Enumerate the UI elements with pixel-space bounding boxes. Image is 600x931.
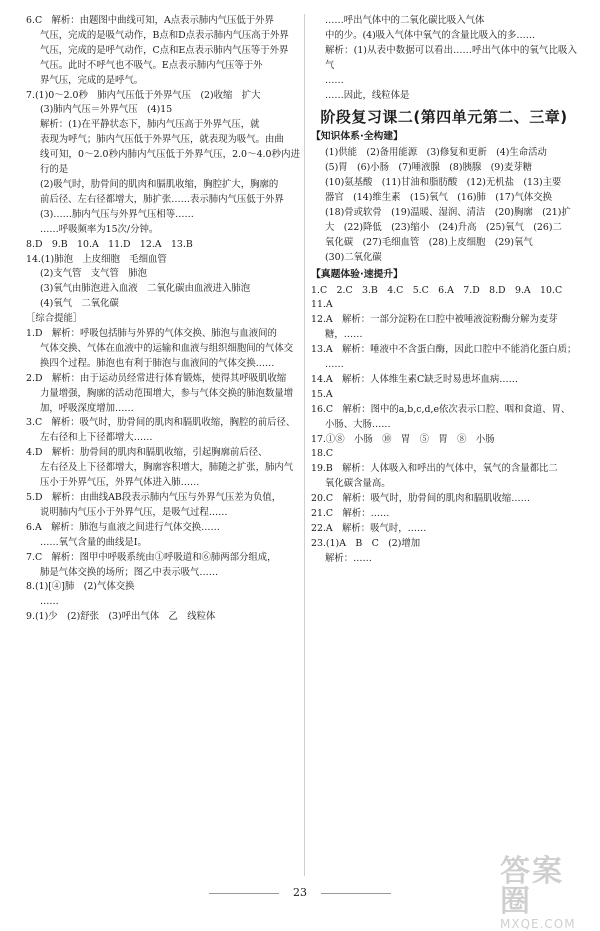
- continued-answer: [311, 14, 577, 103]
- text-line: 表现为呼气；肺内气压低于外界气压，就表现为吸气。由曲: [40, 134, 284, 146]
- answer-line: 1.C 2.C 3.B 4.C 5.C 6.A 7.D 8.D 9.A 10.C: [311, 284, 563, 296]
- watermark-logo: [500, 854, 592, 931]
- text-line: (3)氧气由肺泡进入血液 二氧化碳由血液进入肺泡: [40, 283, 251, 295]
- text-line: ……呼吸频率为15次/分钟。: [40, 223, 159, 235]
- text-line: 换四个过程。肺泡也有利于肺泡与血液间的气体交换……: [40, 357, 275, 369]
- text-line: 线可知，0～2.0秒内肺内气压低于外界气压，2.0～4.0秒内进行的是: [40, 149, 300, 176]
- answer-line: ……: [325, 359, 344, 371]
- text-line: 压小于外界气压，外界气体进入肺……: [40, 477, 200, 489]
- answer-line: 18.C: [311, 448, 334, 460]
- text-line: 7.(1)0～2.0秒 肺内气压低于外界气压 (2)收缩 扩大: [26, 89, 261, 101]
- text-line: 解析：(1)在平静状态下，肺内气压高于外界气压，就: [40, 119, 260, 131]
- answer-line: 小肠、大肠……: [325, 418, 391, 430]
- text-line: 气压，完成的是吸气动作，B点和D点表示肺内气压高于外界: [40, 29, 289, 41]
- text-line: 前后径、左右径都增大，肺扩张……表示肺内气压低于外界: [40, 193, 284, 205]
- text-line: 左右径和上下径都增大……: [40, 432, 153, 444]
- text-line: 说明肺内气压小于外界气压，是吸气过程……: [40, 506, 228, 518]
- page-rule-right: [321, 893, 391, 894]
- right-column: [311, 14, 577, 567]
- answer-line: 13.A 解析：唾液中不含蛋白酶，因此口腔中不能消化蛋白质；: [311, 344, 577, 356]
- system-line: (30)二氧化碳: [325, 251, 382, 263]
- text-line: ……: [40, 596, 59, 608]
- text-line: (3)肺内气压＝外界气压 (4)15: [40, 104, 173, 116]
- answer-line: 11.A: [311, 299, 333, 311]
- answer-line: 21.C 解析：……: [311, 508, 390, 520]
- answer-line: 22.A 解析：吸气时，……: [311, 523, 427, 534]
- answer-line: 糖，……: [325, 329, 363, 341]
- text-line: 气压，完成的是呼气动作，C点和E点表示肺内气压等于外界: [40, 44, 289, 56]
- text-line: 3.C 解析：吸气时，肋骨间的肌肉和膈肌收缩，胸腔的前后径、: [26, 417, 296, 429]
- text-line: ……氧气含量的曲线是Ⅰ。: [40, 536, 147, 548]
- text-line: ……呼出气体中的二氧化碳比吸入气体: [325, 15, 485, 26]
- text-line: 2.D 解析：由于运动员经常进行体育锻炼，使得其呼吸肌收缩: [26, 372, 287, 384]
- practice-header: 【真题体验·速提升】: [311, 268, 403, 280]
- answer-line: 17.①⑧ 小肠 ⑩ 胃 ⑤ 胃 ⑧ 小肠: [311, 433, 495, 445]
- knowledge-system-header: 【知识体系·全构建】: [311, 131, 403, 143]
- text-line: 6.A 解析：肺泡与血液之间进行气体交换……: [26, 521, 220, 533]
- text-line: ……因此，线粒体是: [325, 89, 410, 101]
- text-line: 14.(1)肺泡 上皮细胞 毛细血管: [26, 253, 167, 265]
- text-line: (2)支气管 支气管 肺泡: [40, 268, 148, 280]
- answer-line: 19.B 解析：人体吸入和呼出的气体中，氧气的含量都比二: [311, 463, 558, 475]
- text-line: 4.D 解析：肋骨间的肌肉和膈肌收缩，引起胸廓前后径、: [26, 447, 268, 459]
- text-line: 界气压，完成的是呼气。: [40, 74, 144, 86]
- knowledge-system-list: [311, 146, 577, 265]
- watermark-url: MXQE.COM: [500, 917, 576, 931]
- answer-line: 23.(1)A B C (2)增加: [311, 537, 421, 549]
- answer-line: 16.C 解析：图中的a,b,c,d,e依次表示口腔、咽和食道、胃、: [311, 403, 571, 415]
- text-line: 左右径及上下径都增大，胸廓容积增大，肺随之扩张，肺内气: [40, 462, 294, 474]
- text-line: 气体交换、气体在血液中的运输和血液与组织细胞间的气体交: [40, 342, 294, 354]
- left-column: [26, 14, 300, 625]
- text-line: 力量增强，胸廓的活动范围增大，参与气体交换的肺泡数量增: [40, 387, 294, 399]
- system-line: (10)氨基酸 (11)甘油和脂肪酸 (12)无机盐 (13)主要: [325, 177, 562, 189]
- text-line: (2)吸气时，肋骨间的肌肉和膈肌收缩，胸腔扩大，胸廓的: [40, 178, 279, 190]
- text-line: ［综合提能］: [26, 313, 83, 325]
- system-line: 氧化碳 (27)毛细血管 (28)上皮细胞 (29)氧气: [325, 236, 533, 248]
- watermark-text: 答案圈: [500, 854, 564, 919]
- answer-line: 15.A: [311, 388, 333, 400]
- answer-line: 14.A 解析：人体维生素C缺乏时易患坏血病……: [311, 373, 518, 385]
- text-line: 5.D 解析：由曲线AB段表示肺内气压与外界气压差为负值，: [26, 492, 282, 503]
- system-line: 大 (22)降低 (23)缩小 (24)升高 (25)氧气 (26)二: [325, 221, 562, 233]
- answer-line: 20.C 解析：吸气时，肋骨间的肌肉和膈肌收缩……: [311, 493, 530, 505]
- text-line: 7.C 解析：图甲中呼吸系统由①呼吸道和⑥肺两部分组成，: [26, 551, 277, 563]
- text-line: ……: [325, 74, 344, 86]
- text-line: (3)……肺内气压与外界气压相等……: [40, 208, 194, 220]
- answer-line: 12.A 解析：一部分淀粉在口腔中被唾液淀粉酶分解为麦芽: [311, 314, 558, 326]
- answer-list: [311, 284, 577, 567]
- system-line: 器官 (14)维生素 (15)氧气 (16)肺 (17)气体交换: [325, 192, 552, 204]
- text-line: 8.D 9.B 10.A 11.D 12.A 13.B: [26, 238, 193, 250]
- column-divider: [304, 14, 305, 876]
- text-line: 肺是气体交换的场所；图乙中表示吸气……: [40, 566, 219, 578]
- text-line: 解析：(1)从表中数据可以看出……呼出气体中的氧气比吸入气: [325, 44, 577, 71]
- answer-line: 解析：……: [325, 552, 372, 564]
- text-line: 气压。此时不呼气也不吸气。E点表示肺内气压等于外: [40, 59, 263, 71]
- text-line: 中的少。(4)吸入气体中氧气的含量比吸入的多……: [325, 29, 536, 41]
- text-line: 加，呼吸深度增加……: [40, 402, 134, 414]
- system-line: (5)胃 (6)小肠 (7)唾液腺 (8)胰腺 (9)麦芽糖: [325, 162, 533, 174]
- system-line: (18)骨或软骨 (19)温暖、湿润、清洁 (20)胸廓 (21)扩: [325, 206, 571, 218]
- answer-line: 氧化碳含量高。: [325, 478, 391, 490]
- text-line: 9.(1)少 (2)舒张 (3)呼出气体 乙 线粒体: [26, 611, 216, 623]
- text-line: 8.(1)[④]肺 (2)气体交换: [26, 581, 135, 593]
- text-line: (4)氧气 二氧化碳: [40, 298, 119, 310]
- text-line: 6.C 解析：由题图中曲线可知，A点表示肺内气压低于外界: [26, 15, 274, 26]
- system-line: (1)供能 (2)备用能源 (3)修复和更新 (4)生命活动: [325, 147, 547, 159]
- page-rule-left: [209, 893, 279, 894]
- text-line: 1.D 解析：呼吸包括肺与外界的气体交换、肺泡与血液间的: [26, 328, 277, 340]
- page-number-text: 23: [293, 886, 307, 899]
- section-title: 阶段复习课二(第四单元第二、三章): [320, 108, 568, 127]
